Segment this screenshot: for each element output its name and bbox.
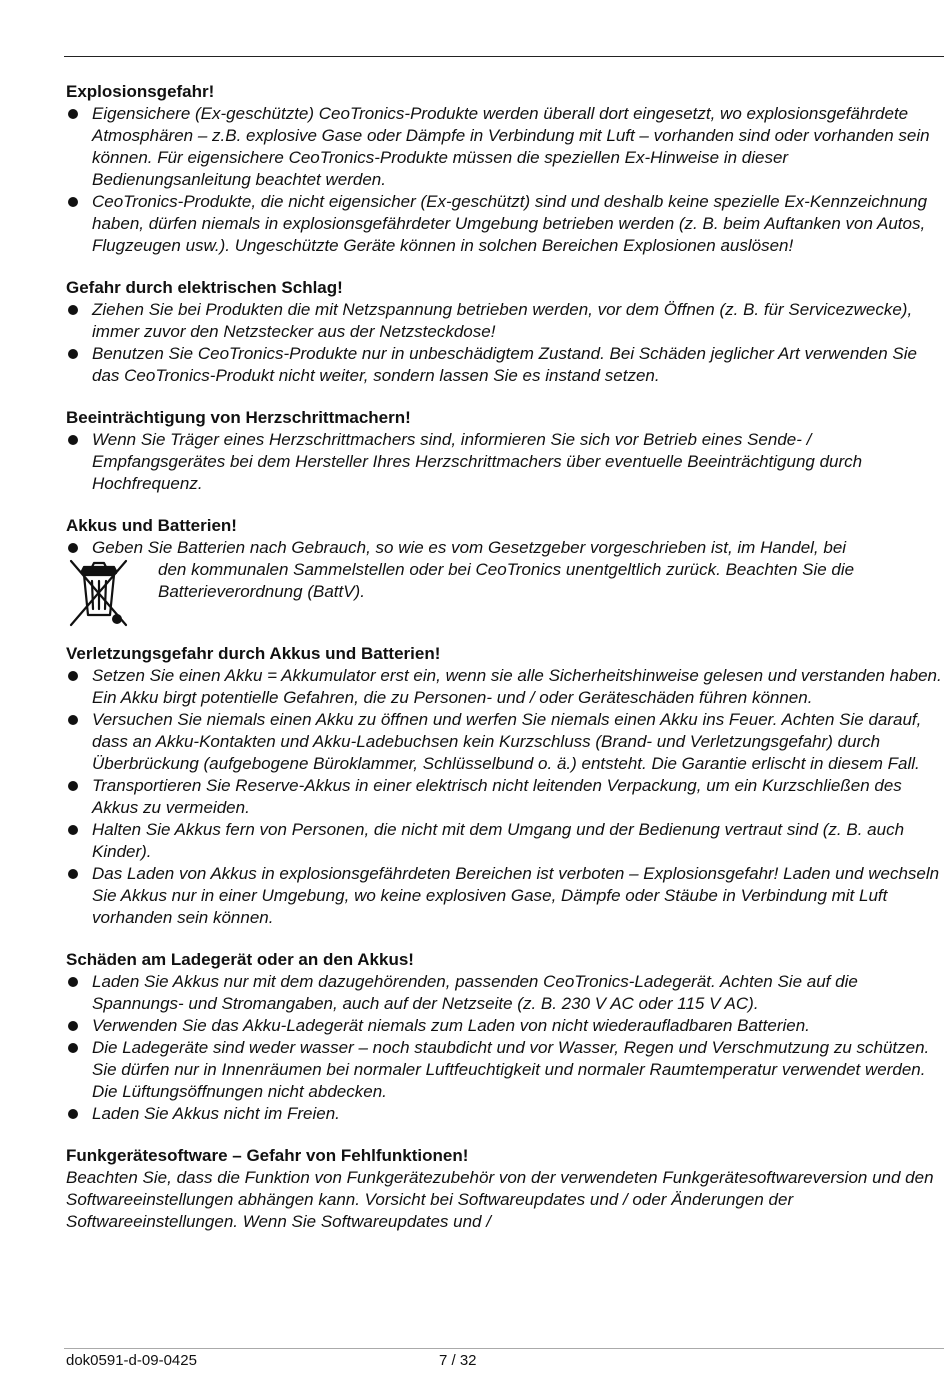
bullet-list <box>66 299 944 387</box>
section-explosion <box>66 81 944 257</box>
bullet-item: Ziehen Sie bei Produkten die mit Netzspannung betrieben werden, vor dem Öffnen (z. B. für Servicezwecke), immer zuvor den Netzstecker aus der Netzsteckdose! <box>66 299 944 343</box>
header-rule <box>64 56 944 57</box>
section-heading: Gefahr durch elektrischen Schlag! <box>66 278 343 297</box>
bullet-item: Geben Sie Batterien nach Gebrauch, so wie es vom Gesetzgeber vorgeschrieben ist, im Handel, bei <box>66 537 944 559</box>
page-number: 7 / 32 <box>439 1352 477 1369</box>
bullet-item: Verwenden Sie das Akku-Ladegerät niemals zum Laden von nicht wiederaufladbaren Batterien. <box>66 1015 944 1037</box>
bullet-list <box>66 429 944 495</box>
battery-disposal-text: den kommunalen Sammelstellen oder bei CeoTronics unentgeltlich zurück. Beachten Sie die Batterieverordnung (BattV). <box>158 560 855 601</box>
bullet-list <box>66 103 944 257</box>
bullet-list <box>66 537 944 559</box>
bullet-item: Das Laden von Akkus in explosionsgefährdeten Bereichen ist verboten – Explosionsgefahr! Laden und wechseln Sie Akkus nur in einer Umgebung, wo keine explosiven Gase, Dämpfe oder Stäube in Verbindung mit Luft vorhanden sein können. <box>66 863 944 929</box>
software-paragraph: Beachten Sie, dass die Funktion von Funkgerätezubehör von der verwendeten Funkgerätesoftwareversion und den Softwareeinstellungen abhängen kann. Vorsicht bei Softwareupdates und / oder Änderungen der Softwareeinstellungen. Wenn Sie Softwareupdates und / <box>66 1168 934 1231</box>
bullet-item: Transportieren Sie Reserve-Akkus in einer elektrisch nicht leitenden Verpackung, um ein Kurzschließen des Akkus zu vermeiden. <box>66 775 944 819</box>
document-id: dok0591-d-09-0425 <box>66 1352 197 1369</box>
section-software <box>66 1145 944 1233</box>
bullet-item: Laden Sie Akkus nicht im Freien. <box>66 1103 944 1125</box>
section-heading: Akkus und Batterien! <box>66 516 237 535</box>
bullet-item: Laden Sie Akkus nur mit dem dazugehörenden, passenden CeoTronics-Ladegerät. Achten Sie auf die Spannungs- und Stromangaben, auch auf der Netzseite (z. B. 230 V AC oder 115 V AC). <box>66 971 944 1015</box>
bullet-item: Eigensichere (Ex-geschützte) CeoTronics-Produkte werden überall dort eingesetzt, wo explosionsgefährdete Atmosphären – z.B. explosive Gase oder Dämpfe in Verbindung mit Luft – vorhanden sind oder vorhanden sein können. Für eigensichere CeoTronics-Produkte müssen die speziellen Ex-Hinweise in dieser Bedienungsanleitung beachtet werden. <box>66 103 944 191</box>
bullet-item: Benutzen Sie CeoTronics-Produkte nur in unbeschädigtem Zustand. Bei Schäden jeglicher Art verwenden Sie das CeoTronics-Produkt nicht weiter, sondern lassen Sie es instand setzen. <box>66 343 944 387</box>
crossed-out-wheelie-bin-icon <box>68 557 130 629</box>
bullet-item: Wenn Sie Träger eines Herzschrittmachers sind, informieren Sie sich vor Betrieb eines Sende- / Empfangsgerätes bei dem Hersteller Ihres Herzschrittmachers über eventuelle Beeinträchtigung durch Hochfrequenz. <box>66 429 944 495</box>
bullet-item: Halten Sie Akkus fern von Personen, die nicht mit dem Umgang und der Bedienung vertraut sind (z. B. auch Kinder). <box>66 819 944 863</box>
bullet-item: Versuchen Sie niemals einen Akku zu öffnen und werfen Sie niemals einen Akku ins Feuer. Achten Sie darauf, dass an Akku-Kontakten und Akku-Ladebuchsen kein Kurzschluss (Brand- und Verletzungsgefahr) durch Überbrückung (aufgebogene Büroklammer, Schlüsselbund o. ä.) entsteht. Die Garantie erlischt in diesem Fall. <box>66 709 944 775</box>
bullet-list <box>66 971 944 1125</box>
section-charger-damage <box>66 949 944 1125</box>
section-batteries <box>66 515 944 629</box>
section-heading: Explosionsgefahr! <box>66 82 215 101</box>
bullet-item: Setzen Sie einen Akku = Akkumulator erst ein, wenn sie alle Sicherheitshinweise gelesen und verstanden haben. Ein Akku birgt potentielle Gefahren, die zu Personen- und / oder Geräteschäden führen können. <box>66 665 944 709</box>
section-heading: Beeinträchtigung von Herzschrittmachern! <box>66 408 411 427</box>
section-pacemaker <box>66 407 944 495</box>
bullet-item: CeoTronics-Produkte, die nicht eigensicher (Ex-geschützt) sind und deshalb keine spezielle Ex-Kennzeichnung haben, dürfen niemals in explosionsgefährdeter Umgebung betrieben werden (z. B. beim Auftanken von Autos, Flugzeugen usw.). Ungeschützte Geräte können in solchen Bereichen Explosionen auslösen! <box>66 191 944 257</box>
section-electric-shock <box>66 277 944 387</box>
section-heading: Schäden am Ladegerät oder an den Akkus! <box>66 950 414 969</box>
section-injury-risk <box>66 643 944 929</box>
bullet-item: Die Ladegeräte sind weder wasser – noch staubdicht und vor Wasser, Regen und Verschmutzung zu schützen. Sie dürfen nur in Innenräumen bei normaler Luftfeuchtigkeit und normaler Raumtemperatur verwendet werden. Die Lüftungsöffnungen nicht abdecken. <box>66 1037 944 1103</box>
section-heading: Funkgerätesoftware – Gefahr von Fehlfunktionen! <box>66 1146 469 1165</box>
page-content <box>66 81 944 1253</box>
footer-rule <box>64 1348 944 1349</box>
section-heading: Verletzungsgefahr durch Akkus und Batterien! <box>66 644 441 663</box>
bullet-list <box>66 665 944 929</box>
battery-disposal-row <box>68 559 944 629</box>
